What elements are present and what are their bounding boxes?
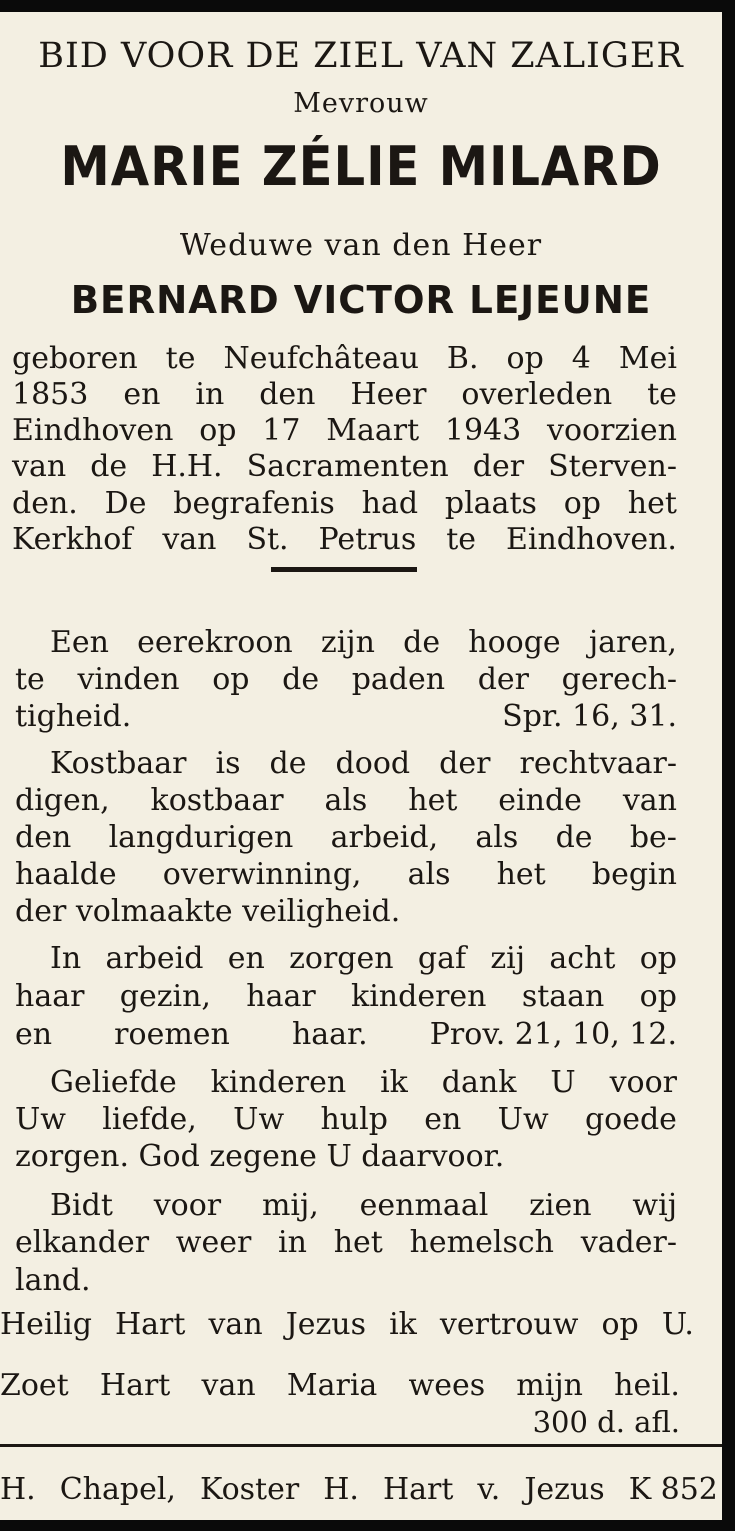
word: op [601,1307,639,1342]
word: St. [246,522,289,557]
bio-line [12,341,677,376]
word: paden [351,662,446,697]
word: Een [50,625,109,660]
word: Spr. 16, 31. [502,699,677,734]
word: Sacramenten [246,449,449,484]
word: als [407,857,451,892]
word: het [496,857,546,892]
verse-line [15,820,677,855]
word: rechtvaar- [519,746,677,781]
word: arbeid, [330,820,439,855]
word: en [123,377,161,412]
word: van [622,783,677,818]
word: haar [15,979,85,1014]
word: Hart [114,1307,186,1342]
word: Maria [286,1368,378,1403]
word: einde [498,783,582,818]
verse-line: zorgen. God zegene U daarvoor. [15,1139,505,1174]
word: op [199,413,237,448]
word: te [165,341,196,376]
word: acht [549,941,616,976]
word: de [90,449,128,484]
word: 1853 [12,377,89,412]
card-heading: BID VOOR DE ZIEL VAN ZALIGER [38,36,684,76]
word: begrafenis [173,486,335,521]
word: te [15,662,45,697]
word: Neufchâteau [223,341,419,376]
word: de [282,662,320,697]
word: tigheid. [15,699,132,734]
word: voor [609,1065,677,1100]
word: van [12,449,67,484]
word: hemelsch [409,1225,554,1260]
verse-line [50,941,677,976]
word: De [104,486,147,521]
word: elkander [15,1225,150,1260]
verse-line [15,1017,677,1052]
word: eenmaal [359,1188,489,1223]
word: op [506,341,544,376]
verse-line: land. [15,1263,91,1298]
word: 4 [571,341,591,376]
divider-rule [271,567,417,572]
verse-line [15,699,677,734]
word: Sterven- [548,449,677,484]
verse-line [15,979,677,1014]
verse-line [15,662,677,697]
word: het [333,1225,383,1260]
word: Zoet [0,1368,69,1403]
word: in [195,377,225,412]
word: digen, [15,783,110,818]
word: als [475,820,519,855]
word: ik [389,1307,417,1342]
word: arbeid [105,941,204,976]
word: Jezus [524,1472,605,1507]
word: het [627,486,677,521]
word: haar [246,979,316,1014]
word: heil. [614,1368,680,1403]
word: B. [446,341,479,376]
word: Prov. 21, 10, 12. [429,1017,677,1052]
word: kinderen [351,979,487,1014]
word: Petrus [318,522,417,557]
verse-line: der volmaakte veiligheid. [15,894,401,929]
word: hulp [320,1102,388,1137]
verse-line [50,625,677,660]
word: haalde [15,857,117,892]
prayer-line [0,1368,680,1403]
verse-line [15,783,677,818]
word: als [324,783,368,818]
bio-line [12,449,677,484]
word: Uw [15,1102,66,1137]
word: vinden [77,662,180,697]
word: dank [441,1065,517,1100]
bio-line [12,413,677,448]
word: wij [632,1188,677,1223]
word: te [446,522,477,557]
word: vader- [580,1225,677,1260]
word: langdurigen [108,820,294,855]
word: ik [380,1065,408,1100]
prayer-line [0,1307,694,1342]
word: zij [490,941,526,976]
word: H.H. [151,449,223,484]
word: Bidt [50,1188,113,1223]
word: wees [408,1368,486,1403]
word: der [472,449,525,484]
word: Heilig [0,1307,92,1342]
word: mijn [516,1368,583,1403]
word: de [269,746,307,781]
word: op [639,941,677,976]
word: haar. [291,1017,368,1052]
word: Jezus [285,1307,367,1342]
word: K 852 [628,1472,718,1507]
word: den [15,820,72,855]
verse-line [50,1188,677,1223]
verse-line [15,857,677,892]
word: kostbaar [150,783,284,818]
word: 1943 [444,413,522,448]
word: het [408,783,458,818]
word: en [227,941,265,976]
word: 17 [262,413,301,448]
word: liefde, [102,1102,197,1137]
word: kinderen [210,1065,347,1100]
word: van [162,522,217,557]
word: op [563,486,601,521]
word: de [555,820,593,855]
word: Maart [326,413,420,448]
word: Uw [497,1102,549,1137]
word: goede [584,1102,677,1137]
word: op [639,979,677,1014]
bio-line [12,486,677,521]
word: geboren [12,341,138,376]
word: Geliefde [50,1065,177,1100]
word: staan [521,979,605,1014]
word: overwinning, [162,857,362,892]
word: voorzien [547,413,677,448]
word: den. [12,486,78,521]
verse-line [50,746,677,781]
word: gezin, [119,979,211,1014]
word: is [215,746,241,781]
word: Eindhoven. [505,522,677,557]
bio-line [12,377,677,412]
word: v. [477,1472,501,1507]
word: in [278,1225,307,1260]
memorial-card [0,12,722,1520]
word: Kerkhof [12,522,133,557]
card-salutation: Mevrouw [293,88,429,119]
word: dood [335,746,411,781]
word: H. [323,1472,359,1507]
indulgence-note: 300 d. afl. [532,1405,680,1439]
word: Heer [350,377,427,412]
verse-line [15,1225,677,1260]
imprint-line [0,1472,718,1507]
word: gaf [417,941,467,976]
word: U [550,1065,576,1100]
word: Chapel, [59,1472,176,1507]
word: zorgen [289,941,394,976]
verse-line [15,1102,677,1137]
husband-name: BERNARD VICTOR LEJEUNE [70,278,652,322]
word: jaren, [588,625,677,660]
word: Koster [199,1472,300,1507]
word: roemen [114,1017,230,1052]
word: U. [661,1307,694,1342]
word: vertrouw [439,1307,579,1342]
word: Eindhoven [12,413,174,448]
word: Hart [99,1368,171,1403]
verse-line [50,1065,677,1100]
word: hooge [468,625,561,660]
word: van [208,1307,263,1342]
word: en [15,1017,53,1052]
word: overleden [461,377,613,412]
word: had [361,486,419,521]
word: Kostbaar [50,746,187,781]
word: mij, [261,1188,319,1223]
word: plaats [444,486,537,521]
bio-line [12,522,677,557]
word: weer [175,1225,252,1260]
word: den [259,377,316,412]
word: en [424,1102,462,1137]
word: zijn [320,625,375,660]
word: van [201,1368,256,1403]
word: de [403,625,441,660]
word: der [439,746,491,781]
word: zien [529,1188,592,1223]
word: der [477,662,530,697]
deceased-name: MARIE ZÉLIE MILARD [60,135,662,198]
word: eerekroon [137,625,293,660]
word: In [50,941,82,976]
word: begin [591,857,677,892]
word: Uw [233,1102,285,1137]
word: Hart [382,1472,454,1507]
widow-of-line: Weduwe van den Heer [179,228,543,263]
word: Mei [618,341,677,376]
word: H. [0,1472,36,1507]
word: op [212,662,250,697]
word: gerech- [561,662,677,697]
word: te [647,377,677,412]
word: voor [153,1188,222,1223]
footer-rule [0,1444,722,1447]
word: be- [629,820,677,855]
